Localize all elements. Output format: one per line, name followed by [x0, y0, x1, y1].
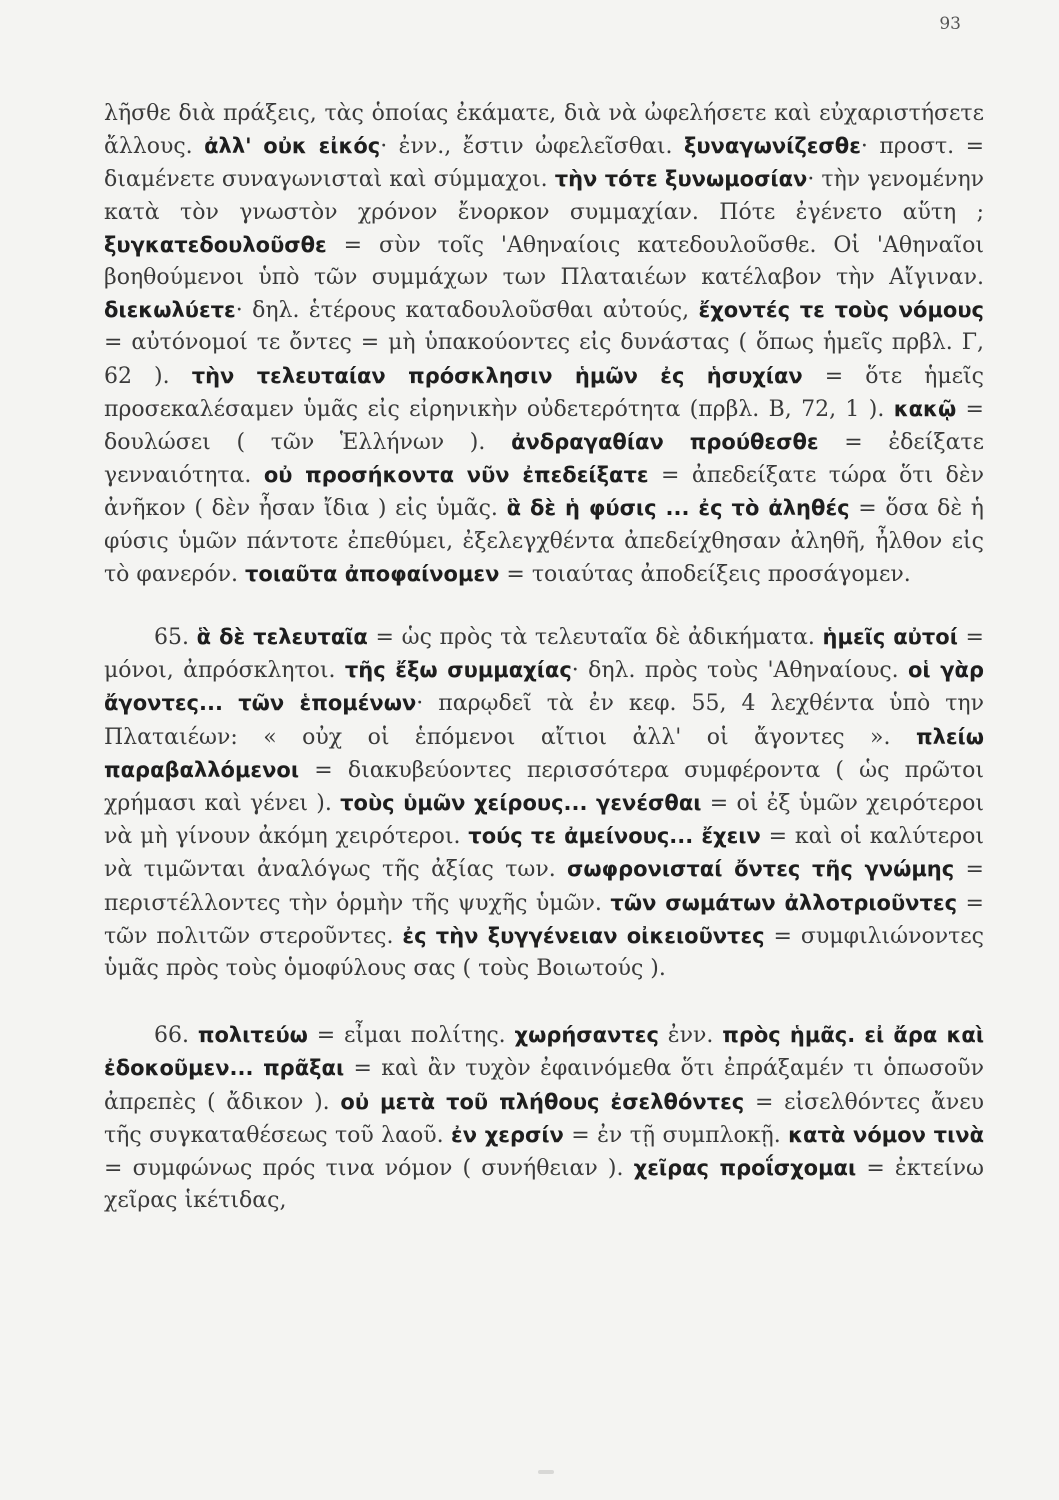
- gloss-text: · ἐνν., ἔστιν ὠφελεῖσθαι.: [380, 134, 684, 160]
- gloss-text: = δουλώσει ( τῶν Ἑλλήνων ).: [104, 396, 984, 456]
- lemma-term: ἃ δὲ ἡ φύσις ... ἐς τὸ ἀληθές: [506, 496, 850, 521]
- lemma-term: χεῖρας προΐσχομαι: [633, 1156, 857, 1181]
- lemma-term: ἀλλ' οὐκ εἰκός: [204, 134, 381, 159]
- lemma-term: ξυγκατεδουλοῦσθε: [104, 232, 327, 257]
- gloss-text: = μόνοι, ἀπρόσκλητοι.: [104, 625, 984, 684]
- paragraph-section-65: [104, 621, 984, 985]
- gloss-text: = οἱ ἐξ ὑμῶν χειρότεροι νὰ μὴ γίνουν ἀκόμη χειρότεροι.: [104, 791, 985, 850]
- gloss-text: = ἐδείξατε γενναιότητα.: [104, 430, 984, 489]
- lemma-term: ἔχοντές τε τοὺς νόμους: [698, 298, 984, 323]
- gloss-text: = τῶν πολιτῶν στεροῦντες.: [104, 890, 984, 949]
- gloss-text: = ἐν τῇ συμπλοκῇ.: [563, 1122, 789, 1148]
- lemma-term: πρὸς ἡμᾶς. εἰ ἄρα καὶ ἐδοκοῦμεν... πρᾶξαι: [104, 1023, 984, 1081]
- lemma-term: ἡμεῖς αὐτοί: [822, 625, 958, 650]
- lemma-term: διεκωλύετε: [104, 298, 236, 323]
- gloss-text: = ὅσα δὲ ἡ φύσις ὑμῶν πάντοτε ἐπεθύμει, ἐξελεγχθέντα ἀπεδείχθησαν ἀληθῆ, ἦλθον εἰς τὸ φανερόν.: [104, 496, 984, 587]
- gloss-text: = συμφώνως πρός τινα νόμον ( συνήθειαν ).: [104, 1156, 634, 1182]
- lemma-term: πολιτεύω: [197, 1023, 308, 1048]
- lemma-term: ἐν χερσίν: [451, 1122, 564, 1147]
- gloss-text: = ὅτε ἡμεῖς προσεκαλέσαμεν ὑμᾶς εἰς εἰρηνικὴν οὐδετερότητα (πρβλ. Β, 72, 1 ).: [104, 363, 984, 422]
- gloss-text: · δηλ. πρὸς τοὺς 'Αθηναίους.: [571, 658, 908, 684]
- lemma-term: ἐς τὴν ξυγγένειαν οἰκειοῦντες: [402, 923, 765, 948]
- gloss-text: · τὴν γενομένην κατὰ τὸν γνωστὸν χρόνον ἔνορκον συμμαχίαν. Πότε ἐγένετο αὕτη ;: [104, 167, 985, 225]
- lemma-term: τὴν τότε ξυνωμοσίαν: [554, 167, 808, 192]
- gloss-text: = καὶ ἂν τυχὸν ἐφαινόμεθα ὅτι ἐπράξαμέν τι ὁπωσοῦν ἀπρεπὲς ( ἄδικον ).: [104, 1056, 984, 1115]
- gloss-text: = εἶμαι πολίτης.: [307, 1023, 515, 1049]
- gloss-text: = τοιαύτας ἀποδείξεις προσάγομεν.: [499, 561, 911, 587]
- gloss-text: = ἐκτείνω χεῖρας ἱκέτιδας,: [104, 1156, 984, 1214]
- lemma-term: πλείω παραβαλλόμενοι: [104, 724, 984, 782]
- print-smudge: [538, 1470, 554, 1474]
- paragraph-continuation: [104, 98, 984, 591]
- gloss-text: ἐνν.: [658, 1023, 723, 1049]
- lemma-term: τῆς ἔξω συμμαχίας: [344, 658, 572, 683]
- lemma-term: τοὺς ὑμῶν χείρους... γενέσθαι: [340, 791, 702, 816]
- gloss-text: = ἀπεδείξατε τώρα ὅτι δὲν ἀνῆκον ( δὲν ἦσαν ἴδια ) εἰς ὑμᾶς.: [104, 463, 985, 522]
- gloss-text: = καὶ οἱ καλύτεροι νὰ τιμῶνται ἀναλόγως τῆς ἀξίας των.: [104, 824, 984, 883]
- page-body: [104, 98, 984, 1218]
- gloss-text: = διακυβεύοντες περισσότερα συμφέροντα ( ὡς πρῶτοι χρήμασι καὶ γένει ).: [104, 757, 984, 817]
- gloss-text: · προστ. = διαμένετε συναγωνισταὶ καὶ σύμμαχοι.: [104, 134, 984, 193]
- gloss-text: 65.: [154, 625, 197, 651]
- lemma-term: ἀνδραγαθίαν προύθεσθε: [511, 430, 819, 455]
- gloss-text: 66.: [154, 1023, 198, 1049]
- lemma-term: κατὰ νόμον τινὰ: [788, 1122, 985, 1147]
- gloss-text: = αὐτόνομοί τε ὄντες = μὴ ὑπακούοντες εἰς δυνάστας ( ὅπως ἡμεῖς πρβλ. Γ, 62 ).: [104, 330, 984, 389]
- lemma-term: κακῷ: [893, 396, 957, 421]
- gloss-text: = σὺν τοῖς 'Αθηναίοις κατεδουλοῦσθε. Οἱ 'Αθηναῖοι βοηθούμενοι ὑπὸ τῶν συμμάχων των Πλαταιέων κατέλαβον τὴν Αἴγιναν.: [104, 232, 984, 291]
- lemma-term: τούς τε ἀμείνους... ἔχειν: [468, 824, 761, 849]
- paragraph-section-66: [104, 1019, 984, 1217]
- lemma-term: τὴν τελευταίαν πρόσκλησιν ἡμῶν ἐς ἡσυχίαν: [191, 363, 803, 388]
- lemma-term: οὐ προσήκοντα νῦν ἐπεδείξατε: [263, 463, 649, 488]
- gloss-text: · παρῳδεῖ τὰ ἐν κεφ. 55, 4 λεχθέντα ὑπὸ την Πλαταιέων: « οὐχ οἱ ἑπόμενοι αἴτιοι ἀλλ' οἱ ἄγοντες ».: [104, 691, 984, 750]
- gloss-text: = ὡς πρὸς τὰ τελευταῖα δὲ ἀδικήματα.: [367, 625, 823, 651]
- lemma-term: τοιαῦτα ἀποφαίνομεν: [244, 561, 500, 586]
- lemma-term: οὐ μετὰ τοῦ πλήθους ἐσελθόντες: [340, 1089, 745, 1114]
- lemma-term: οἱ γὰρ ἄγοντες... τῶν ἑπομένων: [104, 658, 984, 716]
- gloss-text: = εἰσελθόντες ἄνευ τῆς συγκαταθέσεως τοῦ λαοῦ.: [104, 1089, 984, 1148]
- gloss-text: · δηλ. ἑτέρους καταδουλοῦσθαι αὐτούς,: [235, 298, 699, 324]
- page-number: 93: [939, 14, 961, 34]
- lemma-term: τῶν σωμάτων ἀλλοτριοῦντες: [610, 890, 958, 915]
- lemma-term: σωφρονισταί ὄντες τῆς γνώμης: [567, 857, 955, 882]
- lemma-term: χωρήσαντες: [514, 1023, 659, 1048]
- lemma-term: ξυναγωνίζεσθε: [683, 134, 861, 159]
- gloss-text: = περιστέλλοντες τὴν ὁρμὴν τῆς ψυχῆς ὑμῶν.: [104, 857, 984, 916]
- gloss-text: λῆσθε διὰ πράξεις, τὰς ὁποίας ἐκάματε, διὰ νὰ ὠφελήσετε καὶ εὐχαριστήσετε ἄλλους.: [104, 101, 984, 160]
- gloss-text: = συμφιλιώνοντες ὑμᾶς πρὸς τοὺς ὁμοφύλους σας ( τοὺς Βοιωτούς ).: [104, 923, 985, 982]
- lemma-term: ἃ δὲ τελευταῖα: [196, 625, 368, 650]
